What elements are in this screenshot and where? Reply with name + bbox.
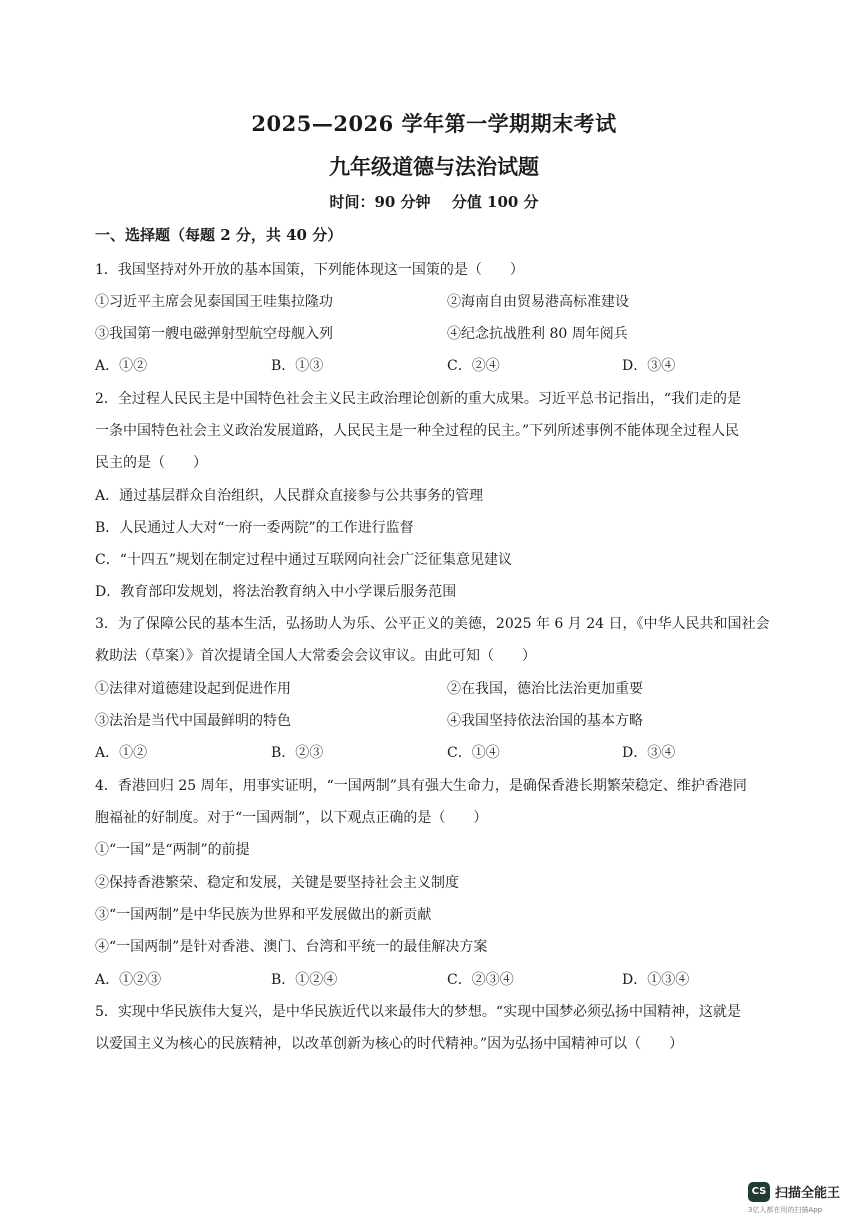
q3-statement-3: ③法治是当代中国最鲜明的特色 (95, 713, 291, 729)
q3-option-c: C．①④ (447, 745, 500, 761)
q4-stem-line-1: 4．香港回归 25 周年，用事实证明，“一国两制”具有强大生命力，是确保香港长期繁荣稳定、维护香港同 (95, 778, 747, 794)
q4-stem-line-2: 胞福祉的好制度。对于“一国两制”，以下观点正确的是（ ） (95, 810, 488, 826)
q2-option-d: D．教育部印发规划，将法治教育纳入中小学课后服务范围 (95, 584, 457, 600)
q3-statement-1: ①法律对道德建设起到促进作用 (95, 681, 291, 697)
q3-option-a: A．①② (95, 745, 148, 761)
exam-meta (0, 191, 868, 212)
q3-option-d: D．③④ (622, 745, 676, 761)
q3-statement-2: ②在我国，德治比法治更加重要 (447, 681, 643, 697)
exam-title: 2025—2026 学年第一学期期末考试 (251, 111, 617, 136)
q5-stem-line-1: 5．实现中华民族伟大复兴，是中华民族近代以来最伟大的梦想。“实现中国梦必须弘扬中国精神，这就是 (95, 1004, 742, 1020)
section-title: 一、选择题（每题 2 分，共 40 分） (95, 226, 343, 244)
q2-option-c: C．“十四五”规划在制定过程中通过互联网向社会广泛征集意见建议 (95, 552, 513, 568)
q3-statement-4: ④我国坚持依法治国的基本方略 (447, 713, 643, 729)
q4-option-b: B．①②④ (271, 972, 338, 988)
q1-option-a: A．①② (95, 358, 148, 374)
q1-statement-2: ②海南自由贸易港高标准建设 (447, 294, 629, 310)
q1-stem: 1．我国坚持对外开放的基本国策，下列能体现这一国策的是（ ） (95, 262, 524, 278)
scanner-watermark (748, 1178, 858, 1216)
q2-option-b: B．人民通过人大对“一府一委两院”的工作进行监督 (95, 520, 414, 536)
q3-option-b: B．②③ (271, 745, 324, 761)
q4-option-c: C．②③④ (447, 972, 514, 988)
q4-statement-3: ③“一国两制”是中华民族为世界和平发展做出的新贡献 (95, 907, 432, 923)
q1-statement-3: ③我国第一艘电磁弹射型航空母舰入列 (95, 326, 333, 342)
exam-subtitle: 九年级道德与法治试题 (329, 154, 539, 179)
camscanner-logo-icon: CS (748, 1182, 770, 1202)
q2-stem-line-2: 一条中国特色社会主义政治发展道路，人民民主是一种全过程的民主。”下列所述事例不能体现全过程人民 (95, 423, 740, 439)
q2-stem-line-1: 2．全过程人民民主是中国特色社会主义民主政治理论创新的重大成果。习近平总书记指出，“我们走的是 (95, 391, 742, 407)
exam-score: 分值 100 分 (451, 193, 539, 211)
q4-option-d: D．①③④ (622, 972, 690, 988)
exam-time: 时间：90 分钟 (329, 193, 431, 211)
watermark-tagline: 3亿人都在用的扫描App (748, 1206, 823, 1214)
q4-option-a: A．①②③ (95, 972, 162, 988)
q5-stem-line-2: 以爱国主义为核心的民族精神，以改革创新为核心的时代精神。”因为弘扬中国精神可以（ ） (95, 1036, 684, 1052)
q1-option-b: B．①③ (271, 358, 324, 374)
watermark-name: 扫描全能王 (775, 1186, 841, 1201)
q3-stem-line-1: 3．为了保障公民的基本生活，弘扬助人为乐、公平正义的美德，2025 年 6 月 24 日，《中华人民共和国社会 (95, 616, 770, 632)
q2-option-a: A．通过基层群众自治组织，人民群众直接参与公共事务的管理 (95, 488, 484, 504)
q1-statement-1: ①习近平主席会见泰国国王哇集拉隆功 (95, 294, 333, 310)
q4-statement-2: ②保持香港繁荣、稳定和发展，关键是要坚持社会主义制度 (95, 875, 459, 891)
q3-stem-line-2: 救助法（草案）》首次提请全国人大常委会会议审议。由此可知（ ） (95, 648, 536, 664)
q1-option-c: C．②④ (447, 358, 500, 374)
q4-statement-1: ①“一国”是“两制”的前提 (95, 842, 250, 858)
q4-statement-4: ④“一国两制”是针对香港、澳门、台湾和平统一的最佳解决方案 (95, 939, 488, 955)
q2-stem-line-3: 民主的是（ ） (95, 455, 207, 471)
q1-statement-4: ④纪念抗战胜利 80 周年阅兵 (447, 326, 628, 342)
q1-option-d: D．③④ (622, 358, 676, 374)
